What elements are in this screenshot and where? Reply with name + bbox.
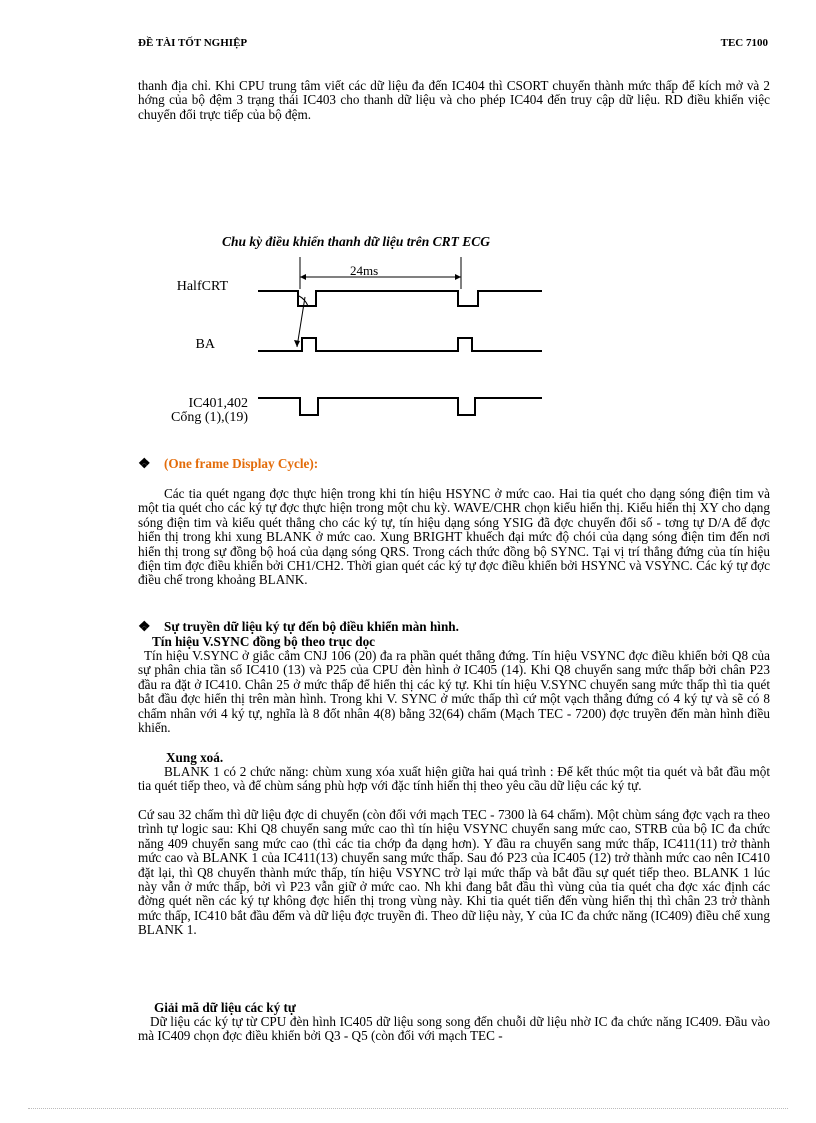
section1-heading (138, 456, 318, 473)
header-left-text: ĐỀ TÀI TỐT NGHIỆP (138, 37, 248, 49)
section2-paragraph3: Cứ sau 32 chấm thì dữ liệu đợc di chuyển (còn đối với mạch TEC - 7300 là 64 chấm). Một chùm sáng đợc vạch ra theo trình tự logic sau: Khi Q8 chuyển sang mức cao thì tín hiệu VSYNC chuyển sang mức cao, STRB của bộ IC đa chức năng 409 chuyển sang mức cao (thì các tia chớp đa dạng hơn). Y đầu ra chuyển sang mức thấp, IC411(11) trở thành mức cao và BLANK 1 của IC411(13) chuyển sang mức thấp. Sau đó P23 của IC405 (12) trở thành mức cao nên IC410 đặt lại, thì Q8 chuyển thành mức thấp, tín hiệu VSYNC trở lại mức thấp và bắt đầu sự quét tiếp theo. BLANK 1 lúc này vẫn ở mức thấp, bởi vì P23 vẫn giữ ở mức cao. Nh khi đang bắt đầu thì vùng của tia quét cha đợc xác định các đờng quét nền các ký tự không đợc hiển thị trong vùng này. Khi tia quét tiến đến vùng hiển thị thì chân 23 trở thành mức thấp, IC410 bắt đầu đếm và dữ liệu đợc truyền đi. Theo dữ liệu này, Y của IC đa chức năng (IC409) điều chế xung BLANK 1. (138, 807, 770, 938)
section2-subtitle: Tín hiệu V.SYNC đồng bộ theo trục dọc (152, 634, 376, 649)
causal-arrow-head (294, 340, 300, 347)
diagram-title: Chu kỳ điều khiển thanh dữ liệu trên CRT ECG (222, 234, 491, 249)
bullet-diamond-icon: ❖ (138, 620, 151, 635)
section3-paragraph: Dữ liệu các ký tự từ CPU đèn hình IC405 dữ liệu song song đến chuỗi dữ liệu nhờ IC đa chức năng IC409. Đầu vào mà IC409 chọn đợc điều khiển bởi Q3 - Q5 (còn đối với mạch TEC - (138, 1014, 770, 1044)
intro-paragraph: thanh địa chỉ. Khi CPU trung tâm viết các dữ liệu đa đến IC404 thì CSORT chuyển thành mức thấp để kích mở và 2 hớng của bộ đệm 3 trạng thái IC403 cho thanh dữ liệu và cho phép IC404 đến truy cập dữ liệu. RD điều khiển việc chuyển đổi trực tiếp của bộ đệm. (138, 78, 770, 122)
waveform-ic401 (258, 398, 542, 415)
signal-label-halfcrt: HalfCRT (176, 279, 228, 294)
timing-diagram (250, 255, 550, 430)
section2-subtitle2: Xung xoá. (166, 750, 224, 765)
section2-paragraph2: BLANK 1 có 2 chức năng: chùm xung xóa xuất hiện giữa hai quá trình : Để kết thúc một tia quét và bắt đầu một tia quét tiếp theo, và để chùm sáng phù hợp với đặc tính hiển thị theo yêu cầu dữ liệu các ký tự. (138, 764, 770, 794)
section2-title: Sự truyền dữ liệu ký tự đến bộ điều khiển màn hình. (164, 619, 459, 634)
section2-paragraph: Tín hiệu V.SYNC ở giắc cắm CNJ 106 (20) đa ra phần quét thẳng đứng. Tín hiệu VSYNC đợc điều khiển bởi Q8 của sự phân chia tần số IC410 (13) và P25 của CPU đèn hình ở IC405 (14). Khi Q8 chuyển sang mức thấp bởi chân P23 đầu ra đặt ở IC410. Chân 25 ở mức thấp để hiển thị các ký tự. Khi tín hiệu V.SYNC chuyển sang mức thấp thì tia quét bắt đầu đợc hiển thị trên màn hình. Trong khi V. SYNC ở mức thấp thì cứ một vạch thẳng đứng có 4 ký tự và sẽ có 8 chấm nhân với 4 ký tự, nghĩa là 8 đốt nhân 4(8) bằng 32(64) chấm (Mạch TEC - 7200) đợc truyền đến màn hình điều khiển. (138, 648, 770, 736)
header-right-text: TEC 7100 (720, 37, 768, 49)
bullet-diamond-icon: ❖ (138, 457, 151, 472)
signal-label-ba: BA (195, 337, 215, 352)
waveform-halfcrt (258, 291, 542, 306)
page-bottom-border (28, 1108, 788, 1109)
interval-label: 24ms (350, 263, 379, 278)
waveform-ba (258, 338, 542, 351)
section1-title: (One frame Display Cycle): (164, 456, 319, 471)
interval-arrow-right (455, 274, 461, 280)
signal-label-ports: Cổng (1),(19) (171, 410, 248, 425)
section3-title: Giải mã dữ liệu các ký tự (154, 1000, 296, 1015)
section1-paragraph: Các tia quét ngang đợc thực hiện trong khi tín hiệu HSYNC ở mức cao. Hai tia quét cho dạng sóng điện tim và một tia quét cho các ký tự đợc thực hiện trong một chu kỳ. WAVE/CHR chọn kiểu hiển thị. Kiểu hiển thị XY cho dạng sóng điện tim và kiểu quét thẳng cho các ký tự, tín hiệu dạng sóng YSIG đã đợc chuyển đổi số - tơng tự D/A để đợc hiển thị trong khi xung BLANK ở mức cao. Xung BRIGHT khuếch đại mức độ chói của dạng sóng điện tim đến nơi hiển thị trong sự đồng bộ hoá của dạng sóng QRS. Trong cách thức đồng bộ SYNC. Tại vị trí thẳng đứng của tín hiệu điện tim đợc điều khiển bởi CH1/CH2. Thời gian quét các ký tự đợc điều khiển bởi HSYNC và VSYNC. Các ký tự đợc điều chế trong khoảng BLANK. (138, 486, 770, 588)
signal-label-ic401: IC401,402 (188, 396, 248, 411)
interval-arrow-left (300, 274, 306, 280)
page-header (138, 37, 768, 58)
